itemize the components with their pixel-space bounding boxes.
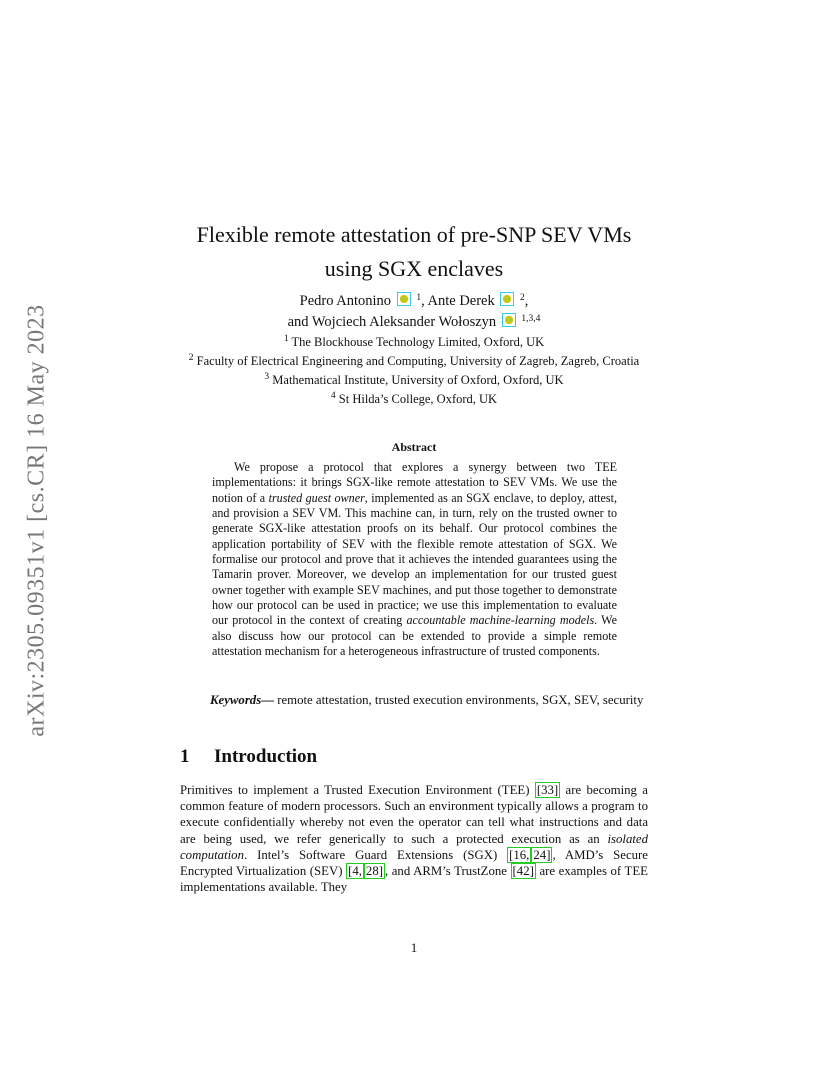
affiliation	[170, 352, 658, 371]
abstract-heading: Abstract	[391, 440, 437, 454]
abstract-text: We propose a protocol that explores a synergy between two TEE implementations: it brings SGX-like remote attestation to SEV VMs. We use the notion of a	[212, 460, 617, 505]
section-title: Introduction	[214, 746, 318, 767]
affil-text: The Blockhouse Technology Limited, Oxford, UK	[291, 335, 545, 349]
page-number: 1	[410, 940, 418, 955]
keywords	[180, 692, 648, 708]
affiliation-list	[170, 333, 658, 409]
affil-text: Mathematical Institute, University of Oxford, Oxford, UK	[272, 373, 564, 387]
affil-number: 1	[283, 334, 289, 344]
citation-link[interactable]: 24]	[533, 847, 551, 862]
arxiv-sidebar-stamp	[20, 280, 54, 760]
affil-number: 2	[188, 353, 194, 363]
affil-number: 4	[330, 391, 336, 401]
intro-text: Primitives to implement a Trusted Execution Environment (TEE)	[180, 783, 535, 797]
abstract-text: , implemented as an SGX enclave, to deploy, attest, and provision a SEV VM. This machine can, in turn, rely on the trusted owner to generate SGX-like attestation proofs on its behalf. Our protocol combines the application portability of SEV with the flexible remote attestation of SGX. We formalise our protocol and prove that it achieves the intended guarantees using the Tamarin prover. Moreover, we develop an implementation for our trusted guest owner together with example SEV machines, and put those together to demonstrate how our protocol can be used in practice; we use this implementation to evaluate our protocol in the context of creating	[212, 490, 617, 628]
author-affil-mark: 1	[416, 293, 422, 303]
section-heading	[180, 746, 648, 768]
citation-link[interactable]: [4,	[348, 864, 362, 879]
author-affil-mark: 1,3,4	[521, 314, 541, 324]
author-name: Ante Derek	[427, 293, 495, 309]
author-name: Pedro Antonino	[299, 293, 392, 309]
affil-text: Faculty of Electrical Engineering and Computing, University of Zagreb, Zagreb, Croatia	[196, 354, 640, 368]
author-name: Wojciech Aleksander Wołoszyn	[311, 314, 497, 330]
section-number: 1	[180, 746, 190, 767]
affil-text: St Hilda’s College, Oxford, UK	[338, 392, 498, 406]
abstract-text: . We also discuss how our protocol can be extended to provide a simple remote attestation mechanism for a heterogeneous infrastructure of trusted components.	[212, 613, 617, 659]
title-line-1: Flexible remote attestation of pre-SNP SEV VMs	[196, 222, 632, 247]
keywords-label: Keywords—	[210, 693, 274, 707]
affiliation	[170, 333, 658, 352]
intro-text: , and ARM’s TrustZone	[384, 864, 511, 879]
paper-title	[180, 218, 648, 286]
affiliation	[170, 390, 658, 409]
intro-text: are examples of TEE implementations available. They	[180, 864, 648, 895]
arxiv-identifier: arXiv:2305.09351v1 [cs.CR] 16 May 2023	[23, 303, 50, 737]
orcid-icon[interactable]	[397, 292, 411, 306]
abstract-emphasis: trusted guest owner	[268, 490, 365, 505]
citation-link[interactable]: [33]	[536, 783, 559, 797]
title-line-2: using SGX enclaves	[324, 256, 504, 281]
orcid-icon[interactable]	[500, 292, 514, 306]
citation-link[interactable]: [42]	[512, 864, 534, 879]
intro-text: are becoming a common feature of modern processors. Such an environment typically allows a program to execute confidentially whereby not even the operator can tell what instructions and data are being used, we refer generically to such a protected execution as an	[180, 783, 648, 846]
author-affil-mark: 2	[520, 293, 525, 303]
author-line-2: and Wojciech Aleksander Wołoszyn $^{1,3,4}$	[287, 314, 541, 330]
affil-number: 3	[264, 372, 270, 382]
intro-emphasis: isolated computation	[180, 831, 648, 862]
orcid-icon[interactable]	[502, 313, 516, 327]
citation-link[interactable]: 28]	[365, 864, 383, 879]
keywords-text: remote attestation, trusted execution environments, SGX, SEV, security	[274, 693, 644, 707]
intro-paragraph	[180, 782, 648, 895]
author-list	[180, 291, 648, 333]
abstract-emphasis: accountable machine-learning models	[406, 613, 595, 628]
affiliation	[170, 371, 658, 390]
intro-text: . Intel’s Software Guard Extensions (SGX)	[243, 847, 508, 862]
author-line-1: Pedro Antonino $^1$, Ante Derek $^2$,	[299, 293, 529, 309]
intro-text: , AMD’s Secure Encrypted Virtualization (SEV)	[180, 847, 648, 879]
abstract-body	[212, 460, 617, 659]
citation-link[interactable]: [16,	[509, 847, 530, 862]
